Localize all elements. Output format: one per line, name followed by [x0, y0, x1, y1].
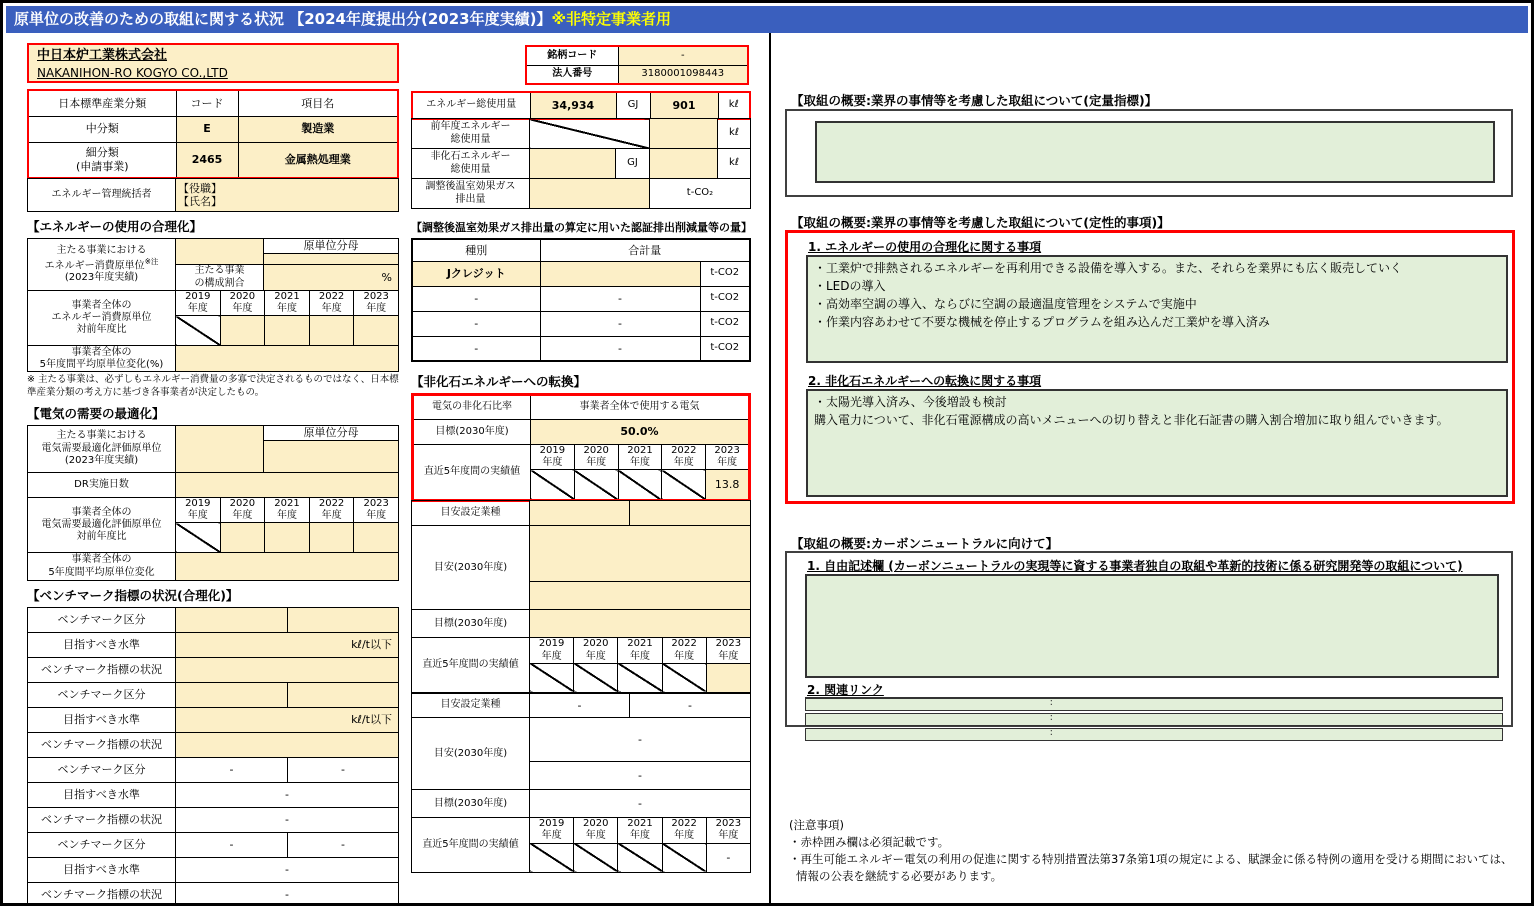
section-title-benchmark: 【ベンチマーク指標の状況(合理化)】	[27, 588, 239, 604]
rationalization-footnote: ※ 主たる事業は、必ずしもエネルギー消費量の多寡で決定されるものではなく、日本標準産業分類の考え方に基づき各事業者が決定したもの。	[27, 374, 399, 398]
tco2-unit: t-CO2	[700, 286, 750, 311]
qualitative-item2-box	[806, 389, 1508, 497]
caution-notes	[789, 817, 1512, 885]
recent-2023-cell: -	[706, 843, 750, 872]
gj-unit: GJ	[616, 149, 650, 179]
year-header: 2022 年度	[662, 818, 706, 843]
year-header: 2021 年度	[265, 291, 310, 316]
unit-intensity-label: 主たる事業における エネルギー消費原単位$^{※注}$ (2023年度実績)	[28, 239, 176, 291]
nonfossil-target-table	[411, 393, 751, 502]
initiative-line: ・LEDの導入	[814, 279, 886, 293]
kl-unit: kℓ	[718, 92, 750, 119]
diagonal-na-cell	[530, 843, 574, 872]
yoy-value-cell	[354, 316, 399, 346]
nonfossil-kl-value	[650, 149, 718, 179]
dr-days-label: DR実施日数	[28, 472, 176, 497]
qualitative-box	[785, 230, 1515, 504]
section-title-carbon-neutral: 【取組の概要:カーボンニュートラルに向けて】	[791, 536, 1059, 551]
initiative-line: ・作業内容あわせて不要な機械を停止するプログラムを組み込んだ工業炉を導入済み	[814, 315, 1270, 329]
section-title-nonfossil: 【非化石エネルギーへの転換】	[411, 374, 587, 389]
left-column	[27, 43, 399, 906]
cn-free-text-box	[805, 574, 1499, 678]
diagonal-na-cell	[662, 470, 706, 501]
composition-label: 主たる事業 の構成割合	[176, 265, 264, 291]
diagonal-na-cell	[574, 470, 618, 501]
brand-code-label: 銘柄コード	[526, 46, 618, 65]
year-header: 2022 年度	[309, 291, 354, 316]
footnote-mark: ※注	[144, 256, 159, 266]
section-title-qualitative: 【取組の概要:業界の事情等を考慮した取組について(定性的事項)】	[791, 215, 1170, 230]
adjusted-ghg-value	[530, 179, 650, 209]
diagonal-na-cell	[662, 663, 706, 692]
benchmark-category-cell: -	[176, 833, 288, 858]
benchmark-status-label: ベンチマーク指標の状況	[28, 883, 176, 906]
benchmark-category-label: ベンチマーク区分	[28, 608, 176, 633]
year-header: 2019 年度	[176, 291, 221, 316]
credits-table	[411, 238, 751, 362]
elec-yoy-value-cell	[354, 523, 399, 553]
credit-total-cell: -	[540, 286, 700, 311]
classification-table	[27, 89, 399, 179]
year-header: 2023 年度	[706, 638, 750, 663]
elec-unit-value-cell	[176, 425, 264, 472]
nonfossil-ratio-scope: 事業者全体で使用する電気	[531, 395, 750, 420]
benchmark-status-label: ベンチマーク指標の状況	[28, 733, 176, 758]
elec-yoy-value-cell	[265, 523, 310, 553]
initiative-line: ・工業炉で排熱されるエネルギーを再利用できる設備を導入する。また、それらを業界にも広く販売していく	[814, 261, 1403, 275]
item-name-header: 項目名	[238, 90, 398, 116]
benchmark-category-label: ベンチマーク区分	[28, 758, 176, 783]
related-link-row: :	[805, 713, 1503, 726]
mid-class-label: 中分類	[28, 116, 176, 142]
benchmark-target-cell: -	[176, 858, 399, 883]
benchmark-table	[27, 607, 399, 906]
year-header: 2019 年度	[530, 818, 574, 843]
guide-industry-label: 目安設定業種	[412, 693, 530, 718]
benchmark-target-cell: kℓ/t以下	[176, 633, 399, 658]
prev-year-kl-value	[650, 119, 718, 149]
yoy-value-cell	[220, 316, 265, 346]
nonfossil-energy-label: 非化石エネルギー 総使用量	[412, 149, 530, 179]
guide-2030-cell: -	[530, 718, 751, 762]
credit-total-cell: -	[540, 311, 700, 336]
year-header: 2023 年度	[354, 497, 399, 522]
benchmark-status-label: ベンチマーク指標の状況	[28, 808, 176, 833]
benchmark-category-cell: -	[176, 758, 288, 783]
guide-industry-cell: -	[630, 693, 751, 718]
benchmark-target-label: 目指すべき水準	[28, 783, 176, 808]
year-header: 2020 年度	[220, 497, 265, 522]
benchmark-category-cell	[176, 608, 288, 633]
guide-2030-label: 目安(2030年度)	[412, 526, 530, 610]
energy-manager-value: 【役職】 【氏名】	[176, 179, 399, 212]
company-name-ja: 中日本炉工業株式会社	[37, 48, 168, 63]
initiative-line: ・高効率空調の導入、ならびに空調の最適温度管理をシステムで実施中	[814, 297, 1197, 311]
prev-year-energy-label: 前年度エネルギー 総使用量	[412, 119, 530, 149]
tco2-unit: t-CO2	[700, 261, 750, 286]
benchmark-category-cell	[288, 608, 399, 633]
benchmark-target-label: 目指すべき水準	[28, 858, 176, 883]
corp-number-value: 3180001098443	[618, 65, 748, 84]
elec-denominator-value-cell	[264, 440, 399, 472]
credit-type-cell: -	[412, 286, 540, 311]
rationalization-table	[27, 238, 399, 372]
unit-intensity-value-cell	[176, 239, 264, 265]
diagonal-na-cell	[531, 470, 575, 501]
benchmark-status-label: ベンチマーク指標の状況	[28, 658, 176, 683]
year-header: 2019 年度	[176, 497, 221, 522]
cn-item1-title: 1. 自由記述欄 (カーボンニュートラルの実現等に資する事業者独自の取組や革新的技術に係る研究開発等の取組について)	[807, 559, 1463, 573]
year-header: 2021 年度	[618, 638, 662, 663]
benchmark-status-cell	[176, 733, 399, 758]
page-title-note: ※非特定事業者用	[551, 10, 672, 28]
nonfossil-gj-value	[530, 149, 616, 179]
guide-2030-cell: -	[530, 762, 751, 790]
benchmark-target-cell: kℓ/t以下	[176, 708, 399, 733]
yoy-intensity-label: 事業者全体の エネルギー消費原単位 対前年度比	[28, 291, 176, 346]
year-header: 2021 年度	[265, 497, 310, 522]
energy-total-label: エネルギー総使用量	[412, 92, 530, 119]
year-header: 2019 年度	[530, 638, 574, 663]
electricity-table	[27, 425, 399, 581]
nonfossil-guide-table	[411, 500, 751, 872]
guide-2030-cell	[530, 526, 751, 582]
tco2-unit: t-CO2	[700, 336, 750, 361]
related-link-row: :	[805, 697, 1503, 711]
column-divider	[769, 33, 771, 903]
middle-column	[411, 91, 751, 873]
kl-unit: kℓ	[718, 149, 751, 179]
elec-yoy-value-cell	[309, 523, 354, 553]
mid-class-code: E	[176, 116, 238, 142]
related-link-row: :	[805, 728, 1503, 741]
guide-industry-cell: -	[530, 693, 630, 718]
credit-total-cell	[540, 261, 700, 286]
target-2030-label: 目標(2030年度)	[412, 610, 530, 638]
avg-change-value-cell	[176, 346, 399, 372]
benchmark-category-cell: -	[288, 833, 399, 858]
diagonal-na-cell	[618, 663, 662, 692]
benchmark-status-cell: -	[176, 808, 399, 833]
energy-detail-table	[411, 118, 751, 209]
yoy-value-cell	[309, 316, 354, 346]
avg-change-label: 事業者全体の 5年度間平均原単位変化(%)	[28, 346, 176, 372]
section-title-credits: 【調整後温室効果ガス排出量の算定に用いた認証排出削減量等の量】	[411, 221, 752, 234]
guide-industry-cell	[630, 501, 751, 526]
brand-code-value: -	[618, 46, 748, 65]
target-2030-label: 目標(2030年度)	[412, 790, 530, 818]
quantitative-outer-box	[785, 109, 1513, 197]
diagonal-na-cell	[618, 470, 662, 501]
diagonal-na-cell	[530, 119, 650, 149]
sub-class-code: 2465	[176, 142, 238, 178]
nonfossil-recent-label: 直近5年度間の実績値	[413, 445, 531, 501]
year-header: 2021 年度	[618, 818, 662, 843]
diagonal-na-cell	[574, 663, 618, 692]
sub-class-name: 金属熱処理業	[238, 142, 398, 178]
mid-class-name: 製造業	[238, 116, 398, 142]
caution-title: (注意事項)	[789, 818, 844, 832]
guide-industry-label: 目安設定業種	[412, 501, 530, 526]
benchmark-category-cell	[176, 683, 288, 708]
sub-class-label: 細分類 (申請事業)	[28, 142, 176, 178]
year-header: 2020 年度	[574, 818, 618, 843]
nonfossil-ratio-label: 電気の非化石比率	[413, 395, 531, 420]
year-header: 2023 年度	[706, 818, 750, 843]
elec-yoy-label: 事業者全体の 電気需要最適化評価原単位 対前年度比	[28, 497, 176, 552]
carbon-neutral-box	[785, 551, 1513, 738]
credit-total-header: 合計量	[540, 239, 750, 261]
initiative-line: ・太陽光導入済み、今後増設も検討	[814, 395, 1007, 409]
corp-number-label: 法人番号	[526, 65, 618, 84]
credit-total-cell: -	[540, 336, 700, 361]
guide-2030-cell	[530, 582, 751, 610]
credit-type-cell: -	[412, 336, 540, 361]
benchmark-status-cell: -	[176, 883, 399, 906]
target-2030-cell	[530, 610, 751, 638]
benchmark-target-cell: -	[176, 783, 399, 808]
energy-manager-label: エネルギー管理統括者	[28, 179, 176, 212]
company-box	[27, 43, 399, 83]
caution-line: 情報の公表を継続する必要があります。	[796, 869, 1003, 883]
year-header: 2022 年度	[662, 445, 706, 470]
nonfossil-target-value: 50.0%	[531, 420, 750, 445]
credit-type-cell: Jクレジット	[412, 261, 540, 286]
target-2030-cell: -	[530, 790, 751, 818]
initiative-line: 購入電力について、非化石電源構成の高いメニューへの切り替えと非化石証書の購入割合増加に取り組んでいきます。	[814, 413, 1449, 427]
cn-item2-title: 2. 関連リンク	[807, 683, 884, 697]
benchmark-target-label: 目指すべき水準	[28, 633, 176, 658]
section-title-quantitative: 【取組の概要:業界の事情等を考慮した取組について(定量指標)】	[791, 93, 1158, 108]
diagonal-na-cell	[176, 316, 221, 346]
year-header: 2021 年度	[618, 445, 662, 470]
gj-unit: GJ	[616, 92, 650, 119]
benchmark-category-cell	[288, 683, 399, 708]
benchmark-status-cell	[176, 658, 399, 683]
energy-total-kl-value: 901	[650, 92, 718, 119]
right-column	[781, 3, 1529, 906]
elec-denominator-header: 原単位分母	[264, 425, 399, 440]
energy-total-table	[411, 91, 751, 120]
codes-table	[525, 45, 749, 85]
section-title-rationalization: 【エネルギーの使用の合理化】	[27, 219, 203, 234]
qualitative-item1-title: 1. エネルギーの使用の合理化に関する事項	[808, 240, 1042, 254]
tco2-unit: t-CO2	[700, 311, 750, 336]
diagonal-na-cell	[176, 523, 221, 553]
year-header: 2020 年度	[220, 291, 265, 316]
credit-type-cell: -	[412, 311, 540, 336]
year-header: 2023 年度	[354, 291, 399, 316]
elec-avg-change-value-cell	[176, 553, 399, 581]
elec-unit-label: 主たる事業における 電気需要最適化評価原単位 (2023年度実績)	[28, 425, 176, 472]
diagonal-na-cell	[574, 843, 618, 872]
diagonal-na-cell	[618, 843, 662, 872]
denominator-value-cell	[264, 254, 399, 265]
energy-total-gj-value: 34,934	[530, 92, 616, 119]
year-header: 2022 年度	[662, 638, 706, 663]
caution-line: ・赤枠囲み欄は必須記載です。	[789, 835, 950, 849]
caution-line: ・再生可能エネルギー電気の利用の促進に関する特別措置法第37条第1項の規定による、賦課金に係る特例の適用を受ける期間においては、	[789, 852, 1513, 866]
jsic-header: 日本標準産業分類	[28, 90, 176, 116]
tco2-unit: t-CO₂	[650, 179, 751, 209]
nonfossil-recent-label: 直近5年度間の実績値	[412, 818, 530, 872]
composition-value-cell: %	[264, 265, 399, 291]
qualitative-item2-title: 2. 非化石エネルギーへの転換に関する事項	[808, 374, 1042, 388]
benchmark-category-label: ベンチマーク区分	[28, 833, 176, 858]
kl-unit: kℓ	[718, 119, 751, 149]
yoy-value-cell	[265, 316, 310, 346]
energy-manager-table	[27, 178, 399, 212]
year-header: 2019 年度	[531, 445, 575, 470]
code-header: コード	[176, 90, 238, 116]
related-links	[805, 697, 1503, 741]
credit-type-header: 種別	[412, 239, 540, 261]
adjusted-ghg-label: 調整後温室効果ガス 排出量	[412, 179, 530, 209]
nonfossil-recent-label: 直近5年度間の実績値	[412, 638, 530, 692]
guide-industry-cell	[530, 501, 630, 526]
guide-2030-label: 目安(2030年度)	[412, 718, 530, 790]
year-header: 2020 年度	[574, 638, 618, 663]
page-title: 原単位の改善のための取組に関する状況 【2024年度提出分(2023年度実績)】	[14, 10, 552, 28]
year-header: 2023 年度	[706, 445, 750, 470]
elec-yoy-value-cell	[220, 523, 265, 553]
benchmark-category-label: ベンチマーク区分	[28, 683, 176, 708]
year-header: 2022 年度	[309, 497, 354, 522]
qualitative-item1-box	[806, 255, 1508, 363]
diagonal-na-cell	[662, 843, 706, 872]
dr-days-value-cell	[176, 472, 399, 497]
benchmark-category-cell: -	[288, 758, 399, 783]
elec-avg-change-label: 事業者全体の 5年度間平均原単位変化	[28, 553, 176, 581]
company-name-en: NAKANIHON-RO KOGYO CO.,LTD	[37, 66, 228, 80]
diagonal-na-cell	[530, 663, 574, 692]
nonfossil-target-label: 目標(2030年度)	[413, 420, 531, 445]
year-header: 2020 年度	[574, 445, 618, 470]
denominator-header: 原単位分母	[264, 239, 399, 254]
section-title-electricity: 【電気の需要の最適化】	[27, 405, 165, 421]
recent-2023-cell	[706, 663, 750, 692]
nonfossil-recent-2023-value: 13.8	[706, 470, 750, 501]
quantitative-input-box	[815, 121, 1495, 183]
benchmark-target-label: 目指すべき水準	[28, 708, 176, 733]
